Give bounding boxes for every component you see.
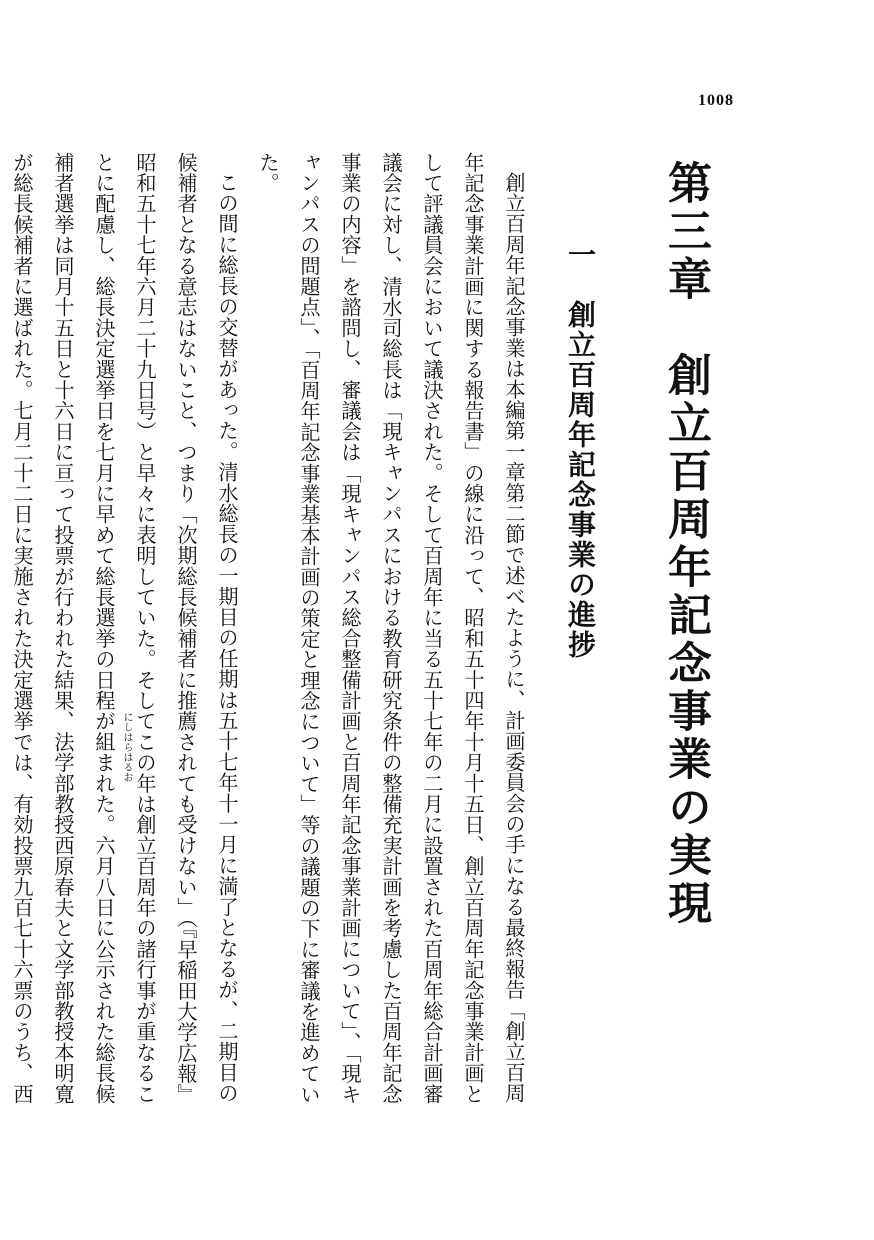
chapter-title: 第三章 創立百周年記念事業の実現: [660, 160, 711, 928]
paragraph: この間に総長の交替があった。清水総長の一期目の任期は五十七年十一月に満了となるが、二期目の候補者となる意志はないこと、つまり「次期総長候補者に推薦されても受けない」（『早稲田大学広報』昭和五十七年六月二十九日号）と早々に表明していた。そしてこの年は創立百周年の諸行事が重なることに配慮し、総長決定選挙日を七月に早めて総長選挙の日程が組まれた。六月八日に公示された総長候補者選挙は同月十五日と十六日に亘って投票が行われた結果、法学部教授西原春夫と文学部教授本明寛が総長候補者に選ばれた。七月二十二日に実施された決定選挙では、有効投票九百七十六票のうち、西: [10, 152, 239, 1105]
furigana-reading: にしはらはるお: [121, 712, 132, 782]
section-title: 一 創立百周年記念事業の進捗: [564, 240, 597, 660]
paragraph: 創立百周年記念事業は本編第一章第二節で述べたように、計画委員会の手になる最終報告「創立百周年記念事業計画に関する報告書」の線に沿って、昭和五十四年十月十五日、創立百周年記念事業計画として評議員会において議決された。そして百周年に当る五十七年の二月に設置された百周年総合計画審議会に対し、清水司総長は「現キャンパスにおける教育研究条件の整備充実計画を考慮した百周年記念事業の内容」を諮問し、審議会は「現キャンパス総合整備計画と百周年記念事業計画について」、「現キャンパスの問題点」、「百周年記念事業基本計画の策定と理念について」等の議題の下に審議を進めていた。: [256, 152, 526, 1105]
body-text: [0, 152, 534, 1112]
page-number: 1008: [698, 92, 734, 109]
